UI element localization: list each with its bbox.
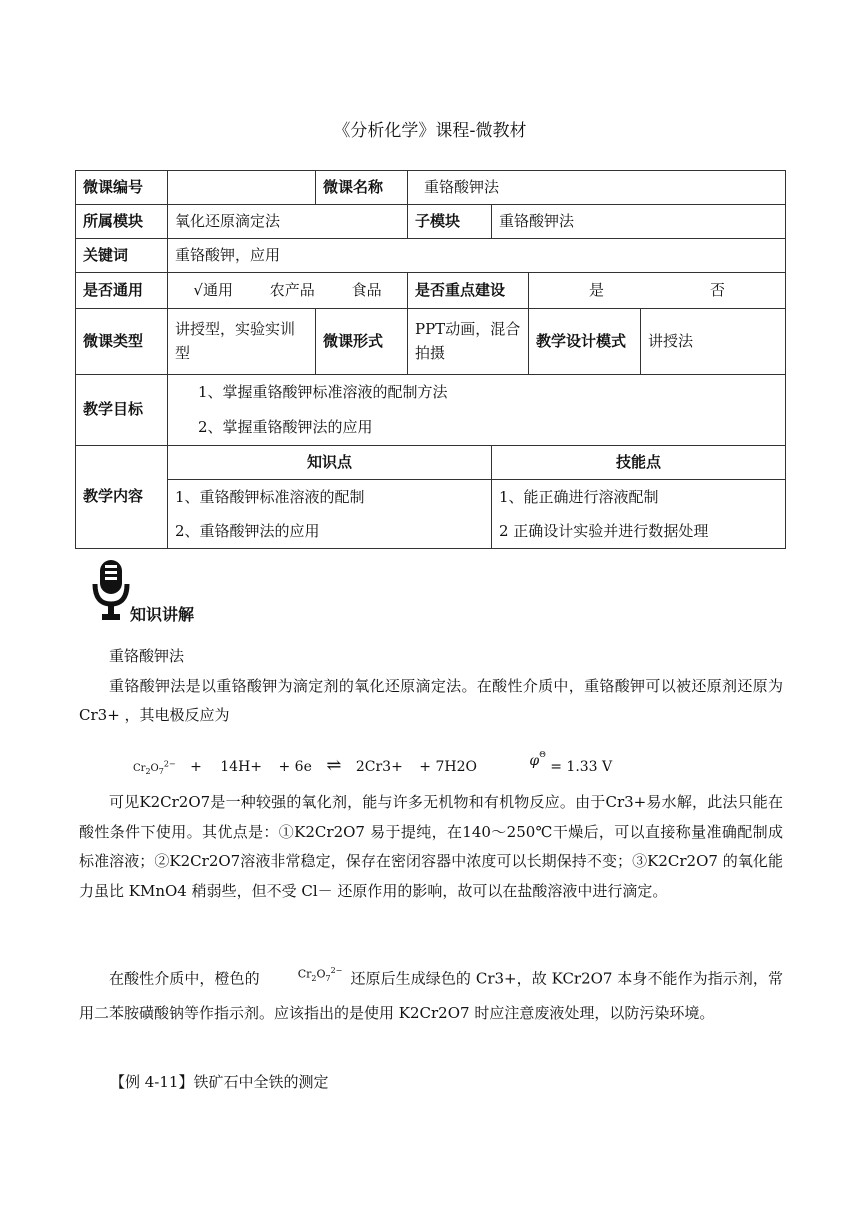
content-label: 教学内容: [76, 446, 168, 549]
goal-1: 1、掌握重铬酸钾标准溶液的配制方法: [198, 383, 448, 401]
course-name-label: 微课名称: [316, 171, 408, 205]
dichromate-inline: $Cr_2O_7^{2-}$: [297, 966, 343, 983]
eq-arrow: ⇌: [326, 755, 342, 776]
eq-plus: +: [190, 759, 202, 775]
knowledge-list: [168, 480, 492, 549]
skill-2: 2 正确设计实验并进行数据处理: [499, 522, 709, 540]
body-paragraph-2: 可见K2Cr2O7是一种较强的氧化剂，能与许多无机物和有机物反应。由于Cr3+易水解，此法只能在酸性条件下使用。其优点是：①K2Cr2O7 易于提纯，在140～250℃干燥后，可以直接称量准确配制成标准溶液；②K2Cr2O7溶液非常稳定，保存在密闭容器中浓度可以长期保持不变；③K2Cr2O7 的氧化能力虽比 KMnO4 稍弱些，但不受 Cl－ 还原作用的影响，故可以在盐酸溶液中进行滴定。: [79, 793, 783, 900]
body-paragraph-3: 在酸性介质中，橙色的 $Cr_2O_7^{2-}$ 还原后生成绿色的 Cr3+，故 KCr2O7 本身不能作为指示剂，常用二苯胺磺酸钠等作指示剂。应该指出的是使用 K2Cr2O7 时应注意废液处理，以防污染环境。: [79, 962, 783, 1029]
goal-value: [168, 375, 786, 446]
page-title: 《分析化学》课程-微教材: [333, 121, 527, 141]
eq-e: + 6e: [278, 759, 312, 775]
skill-header: 技能点: [492, 446, 786, 480]
general-label: 是否通用: [76, 273, 168, 309]
eq-cr: 2Cr3+: [355, 759, 403, 775]
eq-h2o: + 7H2O: [419, 759, 477, 775]
type-value: 讲授型，实验实训型: [168, 309, 316, 375]
example-heading: 【例 4-11】铁矿石中全铁的测定: [110, 1073, 329, 1091]
submodule-label: 子模块: [408, 205, 492, 239]
microphone-icon: [92, 560, 132, 626]
form-value: PPT动画，混合拍摄: [408, 309, 529, 375]
electrode-equation: [133, 750, 613, 776]
body-paragraph-1: 重铬酸钾法是以重铬酸钾为滴定剂的氧化还原滴定法。在酸性介质中，重铬酸钾可以被还原剂还原为 Cr3+ ，其电极反应为: [79, 676, 783, 724]
dichromate-formula: $Cr_2O_7^{2-}$: [133, 759, 176, 776]
general-option-general: √通用: [193, 280, 233, 299]
eq-phi: φ: [529, 753, 540, 769]
course-id-value: [168, 171, 316, 205]
submodule-value: 重铬酸钾法: [492, 205, 786, 239]
general-option-food: 食品: [351, 280, 382, 299]
eq-theta: Θ: [539, 750, 546, 760]
goal-2: 2、掌握重铬酸钾法的应用: [198, 418, 373, 436]
body-paragraph-2-wrap: [79, 788, 783, 906]
design-value: 讲授法: [641, 309, 786, 375]
module-label: 所属模块: [76, 205, 168, 239]
skill-1: 1、能正确进行溶液配制: [499, 488, 659, 506]
course-info-table: [75, 170, 786, 549]
key-options: [529, 273, 786, 309]
type-label: 微课类型: [76, 309, 168, 375]
knowledge-header: 知识点: [168, 446, 492, 480]
knowledge-2: 2、重铬酸钾法的应用: [175, 522, 320, 540]
key-option-yes: 是: [588, 280, 604, 299]
general-option-agri: 农产品: [269, 280, 315, 299]
body-paragraph-3-wrap: [79, 962, 783, 1029]
eq-h: 14H+: [220, 759, 263, 775]
module-value: 氧化还原滴定法: [168, 205, 408, 239]
keywords-value: 重铬酸钾，应用: [168, 239, 786, 273]
body-subtitle: 重铬酸钾法: [109, 647, 185, 665]
eq-value: = 1.33 V: [550, 759, 613, 775]
key-label: 是否重点建设: [408, 273, 529, 309]
general-options: [168, 273, 408, 309]
key-option-no: 否: [709, 280, 725, 299]
form-label: 微课形式: [316, 309, 408, 375]
skill-list: [492, 480, 786, 549]
course-id-label: 微课编号: [76, 171, 168, 205]
section-label: 知识讲解: [130, 605, 195, 624]
goal-label: 教学目标: [76, 375, 168, 446]
body-intro: [79, 642, 783, 731]
course-name-value: 重铬酸钾法: [408, 171, 786, 205]
knowledge-1: 1、重铬酸钾标准溶液的配制: [175, 488, 365, 506]
design-label: 教学设计模式: [529, 309, 641, 375]
keywords-label: 关键词: [76, 239, 168, 273]
